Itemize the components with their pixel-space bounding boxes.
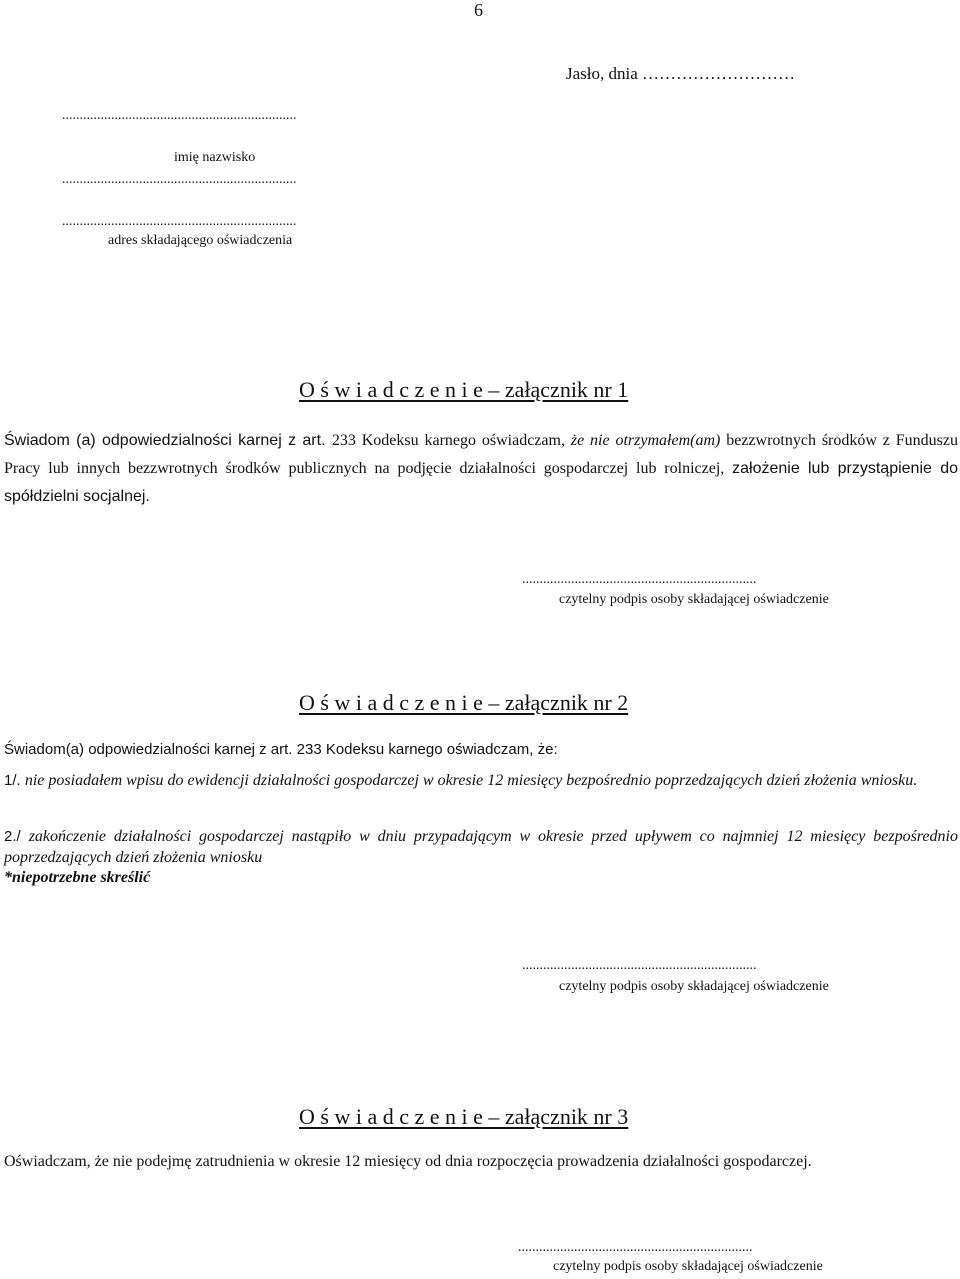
section2-item1-text: nie posiadałem wpisu do ewidencji działalności gospodarczej w okresie 12 miesięcy bezpośrednio poprzedzających dzień złożenia wniosku. bbox=[24, 772, 918, 789]
section1-text-c: że nie otrzymałem(am) bbox=[570, 432, 721, 449]
section3-signature-label: czytelny podpis osoby składającej oświadczenie bbox=[553, 1259, 823, 1274]
section3-signature-dots[interactable]: ................................................................... bbox=[518, 1240, 753, 1255]
section1-paragraph bbox=[4, 427, 958, 511]
address-dots-line-2[interactable]: ................................................................... bbox=[62, 214, 297, 229]
section2-item-1 bbox=[4, 770, 958, 791]
section1-text-d: bezzwrotnych środków z Funduszu Pracy lub innych bezzwrotnych środków publicznych na podjęcie działalności gospodarczej lub rolniczej, bbox=[4, 432, 959, 477]
address-label: adres składającego oświadczenia bbox=[108, 233, 293, 248]
section2-item-2 bbox=[4, 826, 958, 868]
section2-item1-number: 1/. bbox=[4, 772, 25, 789]
name-dots-line[interactable]: ................................................................... bbox=[62, 108, 297, 123]
section1-text-a: Świadom (a) odpowiedzialności karnej z art. bbox=[4, 432, 332, 449]
section2-title: O ś w i a d c z e n i e – załącznik nr 2 bbox=[299, 690, 629, 715]
section1-text-b: 233 Kodeksu karnego oświadczam, bbox=[331, 432, 571, 449]
section2-signature-dots[interactable]: ................................................................... bbox=[522, 958, 757, 973]
section1-signature-dots[interactable]: ................................................................... bbox=[522, 572, 757, 587]
section2-item2-number: 2./ bbox=[4, 828, 29, 845]
section2-item2-text: zakończenie działalności gospodarczej nastąpiło w dniu przypadającym w okresie przed upływem co najmniej 12 miesięcy bezpośrednio poprzedzających dzień złożenia wniosku bbox=[4, 828, 958, 866]
section1-signature-label: czytelny podpis osoby składającej oświadczenie bbox=[559, 592, 829, 607]
section1-text-e: założenie lub przystąpienie do spółdzielni socjalnej. bbox=[4, 460, 958, 505]
page-number: 6 bbox=[474, 0, 483, 20]
section3-text: Oświadczam, że nie podejmę zatrudnienia w okresie 12 miesięcy od dnia rozpoczęcia prowadzenia działalności gospodarczej. bbox=[4, 1153, 812, 1170]
name-label: imię nazwisko bbox=[174, 150, 256, 165]
section2-note: *niepotrzebne skreślić bbox=[4, 869, 151, 886]
section2-intro: Świadom(a) odpowiedzialności karnej z art. 233 Kodeksu karnego oświadczam, że: bbox=[4, 741, 558, 758]
section3-title: O ś w i a d c z e n i e – załącznik nr 3 bbox=[299, 1104, 629, 1129]
place-date-field[interactable]: Jasło, dnia ……………………… bbox=[566, 64, 796, 83]
address-dots-line-1[interactable]: ................................................................... bbox=[62, 172, 297, 187]
section1-title: O ś w i a d c z e n i e – załącznik nr 1 bbox=[299, 377, 629, 402]
section2-signature-label: czytelny podpis osoby składającej oświadczenie bbox=[559, 979, 829, 994]
